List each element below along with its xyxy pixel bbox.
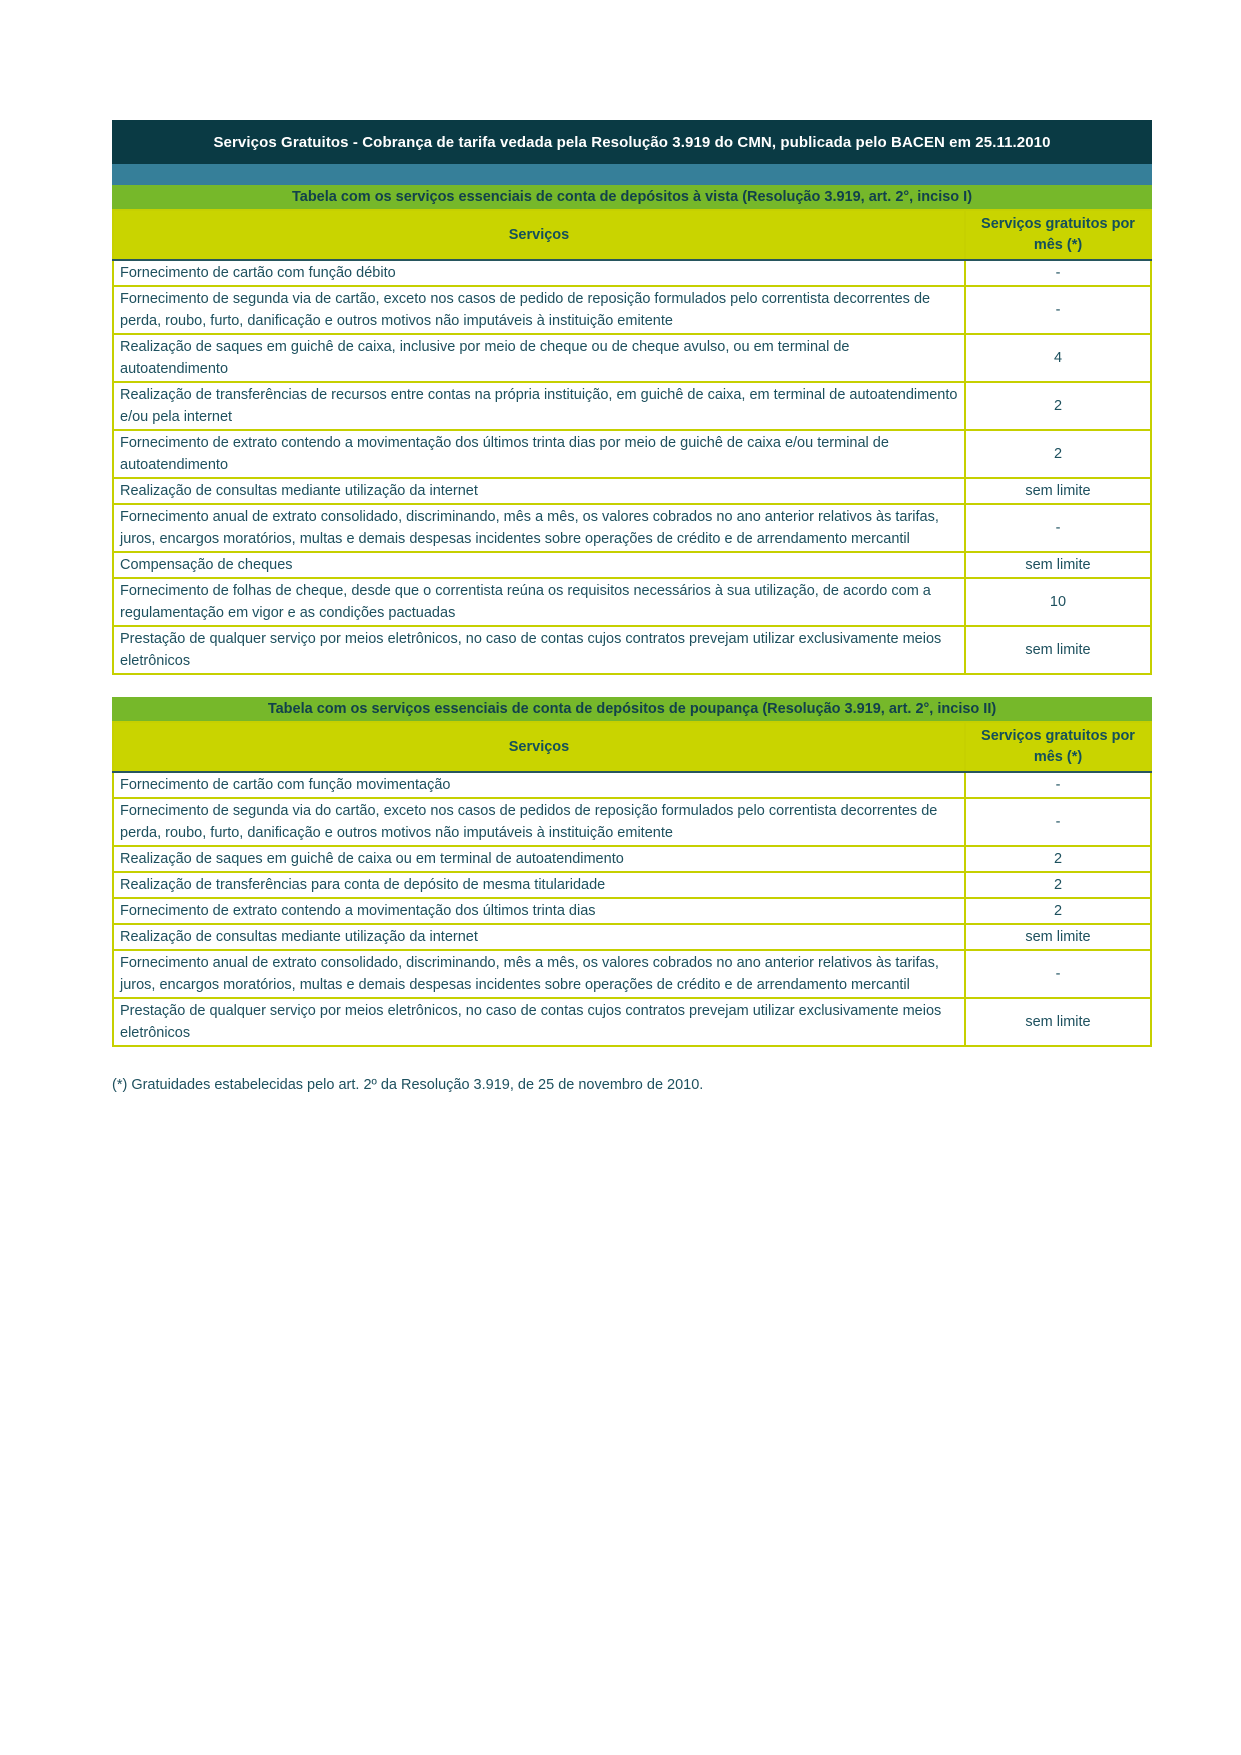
column-header-services: Serviços — [113, 722, 965, 772]
value-cell: sem limite — [965, 998, 1151, 1046]
table-poupanca-title: Tabela com os serviços essenciais de conta de depósitos de poupança (Resolução 3.919, art. 2°, inciso II) — [267, 701, 997, 717]
service-cell: Fornecimento de cartão com função débito — [113, 260, 965, 286]
document-title-bar — [112, 120, 1152, 164]
table-row — [113, 334, 1151, 382]
value-cell: 2 — [965, 898, 1151, 924]
table-row — [113, 872, 1151, 898]
value-cell: sem limite — [965, 626, 1151, 674]
table-row — [113, 846, 1151, 872]
table-vista-title-bar — [112, 185, 1152, 209]
value-cell: - — [965, 950, 1151, 998]
footnote: (*) Gratuidades estabelecidas pelo art. 2º da Resolução 3.919, de 25 de novembro de 2010. — [112, 1077, 704, 1093]
service-cell: Fornecimento anual de extrato consolidado, discriminando, mês a mês, os valores cobrados no ano anterior relativos às tarifas, juros, encargos moratórios, multas e demais despesas incidentes sobre operações de crédito e de arrendamento mercantil — [113, 950, 965, 998]
value-cell: - — [965, 772, 1151, 798]
table-header-row — [113, 722, 1151, 772]
service-cell: Fornecimento de segunda via do cartão, exceto nos casos de pedidos de reposição formulados pelo correntista decorrentes de perda, roubo, furto, danificação e outros motivos não imputáveis à instituição emitente — [113, 798, 965, 846]
service-cell: Realização de saques em guichê de caixa, inclusive por meio de cheque ou de cheque avulso, ou em terminal de autoatendimento — [113, 334, 965, 382]
value-cell: 10 — [965, 578, 1151, 626]
table-row — [113, 798, 1151, 846]
table-row — [113, 924, 1151, 950]
table-vista-section — [112, 185, 1152, 675]
table-poupanca — [112, 721, 1152, 1047]
service-cell: Prestação de qualquer serviço por meios eletrônicos, no caso de contas cujos contratos prevejam utilizar exclusivamente meios eletrônicos — [113, 626, 965, 674]
value-cell: sem limite — [965, 478, 1151, 504]
table-vista-title: Tabela com os serviços essenciais de conta de depósitos à vista (Resolução 3.919, art. 2°, inciso I) — [291, 189, 973, 205]
service-cell: Realização de saques em guichê de caixa ou em terminal de autoatendimento — [113, 846, 965, 872]
value-cell: - — [965, 286, 1151, 334]
service-cell: Fornecimento de extrato contendo a movimentação dos últimos trinta dias — [113, 898, 965, 924]
value-cell: - — [965, 798, 1151, 846]
table-poupanca-body — [113, 772, 1151, 1046]
value-cell: 2 — [965, 846, 1151, 872]
value-cell: - — [965, 504, 1151, 552]
table-row — [113, 626, 1151, 674]
value-cell: 2 — [965, 872, 1151, 898]
service-cell: Realização de consultas mediante utilização da internet — [113, 924, 965, 950]
document-title: Serviços Gratuitos - Cobrança de tarifa vedada pela Resolução 3.919 do CMN, publicada pelo BACEN em 25.11.2010 — [213, 133, 1051, 151]
table-row — [113, 772, 1151, 798]
table-row — [113, 898, 1151, 924]
value-cell: sem limite — [965, 552, 1151, 578]
column-header-free-per-month: Serviços gratuitos por mês (*) — [965, 210, 1151, 260]
document-page — [112, 120, 1152, 1093]
table-row — [113, 552, 1151, 578]
value-cell: 4 — [965, 334, 1151, 382]
table-row — [113, 260, 1151, 286]
service-cell: Fornecimento de cartão com função movimentação — [113, 772, 965, 798]
table-row — [113, 504, 1151, 552]
service-cell: Realização de transferências de recursos entre contas na própria instituição, em guichê de caixa, em terminal de autoatendimento e/ou pela internet — [113, 382, 965, 430]
service-cell: Fornecimento de folhas de cheque, desde que o correntista reúna os requisitos necessários à sua utilização, de acordo com a regulamentação em vigor e as condições pactuadas — [113, 578, 965, 626]
service-cell: Fornecimento anual de extrato consolidado, discriminando, mês a mês, os valores cobrados no ano anterior relativos às tarifas, juros, encargos moratórios, multas e demais despesas incidentes sobre operações de crédito e de arrendamento mercantil — [113, 504, 965, 552]
value-cell: 2 — [965, 382, 1151, 430]
table-row — [113, 950, 1151, 998]
table-header-row — [113, 210, 1151, 260]
table-poupanca-title-bar — [112, 697, 1152, 721]
table-row — [113, 430, 1151, 478]
table-vista — [112, 209, 1152, 675]
table-row — [113, 286, 1151, 334]
value-cell: 2 — [965, 430, 1151, 478]
service-cell: Realização de consultas mediante utilização da internet — [113, 478, 965, 504]
table-vista-body — [113, 260, 1151, 674]
column-header-free-per-month: Serviços gratuitos por mês (*) — [965, 722, 1151, 772]
table-row — [113, 998, 1151, 1046]
accent-divider-bar — [112, 164, 1152, 185]
service-cell: Fornecimento de extrato contendo a movimentação dos últimos trinta dias por meio de guichê de caixa e/ou terminal de autoatendimento — [113, 430, 965, 478]
table-row — [113, 382, 1151, 430]
table-row — [113, 578, 1151, 626]
table-row — [113, 478, 1151, 504]
service-cell: Compensação de cheques — [113, 552, 965, 578]
service-cell: Realização de transferências para conta de depósito de mesma titularidade — [113, 872, 965, 898]
service-cell: Prestação de qualquer serviço por meios eletrônicos, no caso de contas cujos contratos prevejam utilizar exclusivamente meios eletrônicos — [113, 998, 965, 1046]
service-cell: Fornecimento de segunda via de cartão, exceto nos casos de pedido de reposição formulados pelo correntista decorrentes de perda, roubo, furto, danificação e outros motivos não imputáveis à instituição emitente — [113, 286, 965, 334]
value-cell: - — [965, 260, 1151, 286]
table-poupanca-section — [112, 697, 1152, 1047]
value-cell: sem limite — [965, 924, 1151, 950]
column-header-services: Serviços — [113, 210, 965, 260]
